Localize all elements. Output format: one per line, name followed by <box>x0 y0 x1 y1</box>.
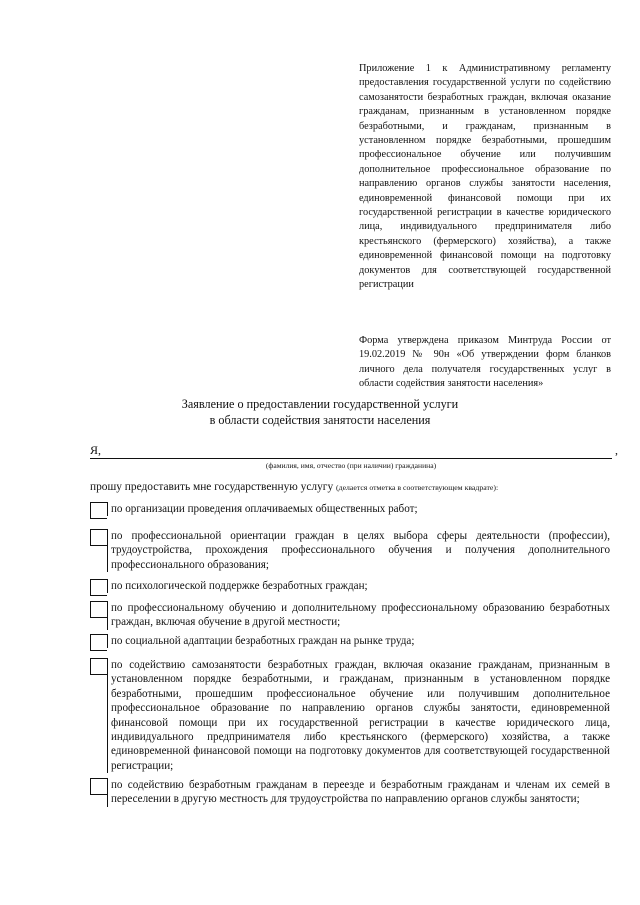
form-title-line-1: Заявление о предоставлении государственной услуги <box>181 397 459 411</box>
applicant-suffix: , <box>615 443 618 457</box>
request-text: прошу предоставить мне государственную услугу <box>90 481 334 493</box>
option-checkbox[interactable] <box>90 634 107 651</box>
form-title-line-2: в области содействия занятости населения <box>209 413 431 427</box>
option-label: по профессиональному обучению и дополнительному профессиональному образованию безработных граждан, включая обучение в другой местности; <box>107 601 610 630</box>
option-label: по профессиональной ориентации граждан в целях выбора сферы деятельности (профессии), трудоустройства, прохождения профессионального обучения и получения дополнительного профессионального образования; <box>107 529 610 572</box>
option-label: по содействию безработным гражданам в переезде и безработным гражданам и членам их семей в переселении в другую местность для трудоустройства по направлению органов службы занятости; <box>107 778 610 807</box>
option-checkbox[interactable] <box>90 601 107 618</box>
appendix-note: Приложение 1 к Административному регламенту предоставления государственной услуги по содействию самозанятости безработных граждан, включая оказание гражданам, признанным в установленном порядке безработными, и гражданам, признанным в установленном порядке безработными, прошедшим профессиональное обучение или получившим дополнительное профессиональное образование по направлению органов службы занятости населения, единовременной финансовой помощи при их государственной регистрации в качестве юридического лица, индивидуального предпринимателя либо крестьянского (фермерского) хозяйства), а также единовременной финансовой помощи на подготовку документов для соответствующей государственной регистрации <box>359 63 611 291</box>
form-title <box>150 396 490 428</box>
applicant-name-field[interactable] <box>90 443 618 459</box>
option-label: по социальной адаптации безработных граждан на рынке труда; <box>107 634 610 648</box>
approval-note: Форма утверждена приказом Минтруда России от 19.02.2019 № 90н «Об утверждении форм бланков личного дела получателя государственных услуг в области содействия занятости населения» <box>359 335 611 390</box>
option-checkbox[interactable] <box>90 778 107 795</box>
option-checkbox[interactable] <box>90 502 107 519</box>
option-checkbox[interactable] <box>90 579 107 596</box>
option-checkbox[interactable] <box>90 529 107 546</box>
option-label: по содействию самозанятости безработных граждан, включая оказание гражданам, признанным в установленном порядке безработными, и гражданам, признанным в установленном порядке безработными, прошедшим профессиональное обучение или получившим дополнительное профессиональное образование по направлению органов службы занятости, единовременной финансовой помощи при их государственной регистрации в качестве юридического лица, индивидуального предпринимателя либо крестьянского (фермерского) хозяйства, а также единовременной финансовой помощи на подготовку документов для соответствующей государственной регистрации; <box>107 658 610 773</box>
applicant-prefix: Я, <box>90 443 102 457</box>
option-checkbox[interactable] <box>90 658 107 675</box>
request-line <box>90 480 620 495</box>
option-label: по организации проведения оплачиваемых общественных работ; <box>107 502 610 516</box>
request-hint: (делается отметка в соответствующем квадрате): <box>336 483 499 492</box>
option-label: по психологической поддержке безработных граждан; <box>107 579 610 593</box>
applicant-name-caption: (фамилия, имя, отчество (при наличии) гражданина) <box>265 461 437 470</box>
